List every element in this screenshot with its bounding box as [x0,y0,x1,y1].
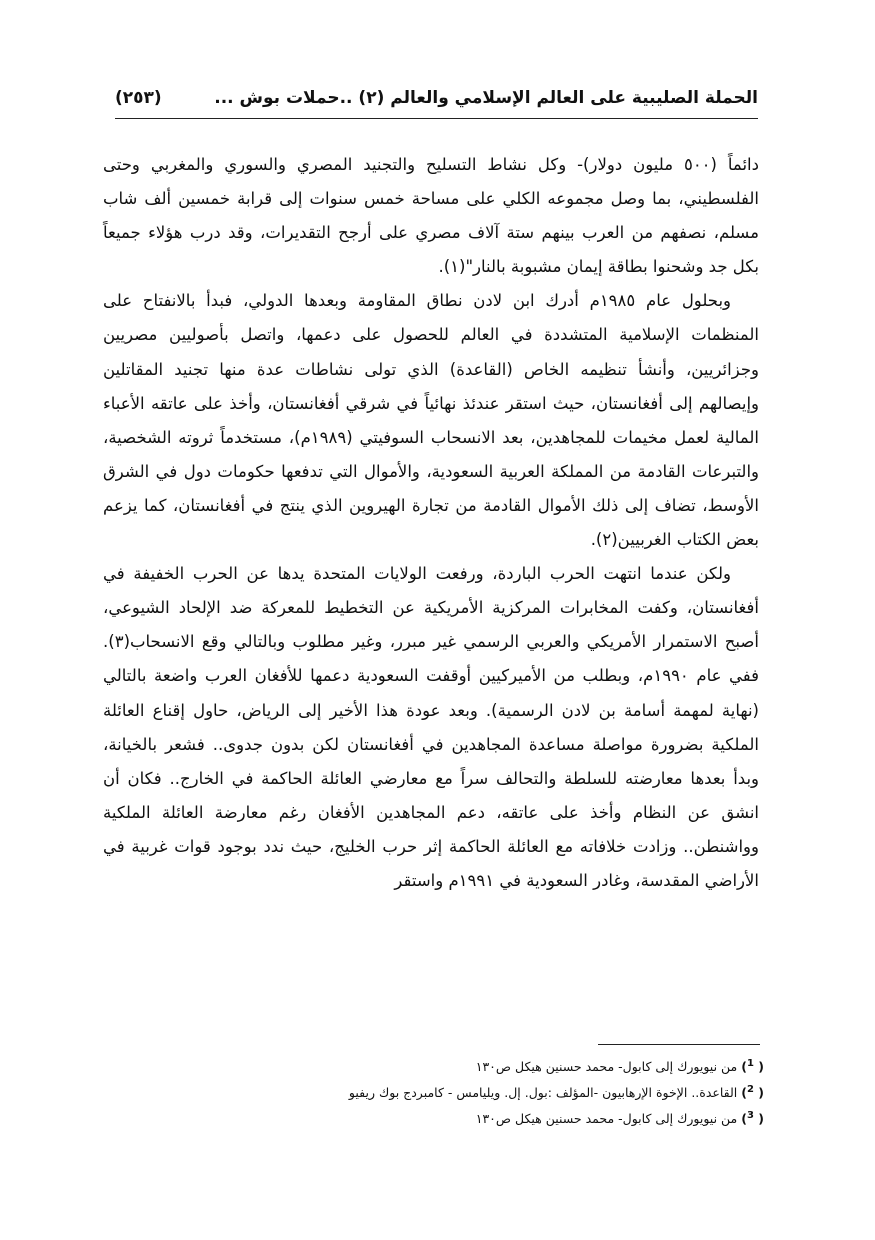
footnote-divider [598,1044,760,1045]
footnote-marker: ( $^2$) [741,1084,764,1101]
footnote-marker: ( $^1$) [741,1058,764,1075]
running-header [115,88,758,119]
footnote-text: من نيويورك إلى كابول- محمد حسنين هيكل ص١٣٠ [475,1111,738,1127]
footnote [200,1052,764,1078]
footnote-marker: ( $^3$) [741,1110,764,1127]
page-number: (٢٥٣) [115,88,162,108]
footnote [200,1104,764,1130]
footnote-text: من نيويورك إلى كابول- محمد حسنين هيكل ص١٣٠ [475,1059,738,1075]
paragraph: وبحلول عام ١٩٨٥م أدرك ابن لادن نطاق المقاومة وبعدها الدولي، فبدأ بالانفتاح على المنظمات الإسلامية المتشددة في العالم للحصول على دعمها، واتصل بأصوليين مصريين وجزائريين، وأنشأ تنظيمه الخاص (القاعدة) الذي تولى نشاطات عدة منها تجنيد المقاتلين وإيصالهم إلى أفغانستان، حيث استقر عندئذ نهائياً في شرقي أفغانستان، وأخذ على عاتقه الأعباء المالية لعمل مخيمات للمجاهدين، بعد الانسحاب السوفيتي (١٩٨٩م)، مستخدماً ثروته الشخصية، والتبرعات القادمة من المملكة العربية السعودية، والأموال التي تدفعها حكومات دول في الشرق الأوسط، تضاف إلى ذلك الأموال القادمة من تجارة الهيروين الذي ينتج في أفغانستان، كما يزعم بعض الكتاب الغربيين(٢). [103,291,759,550]
header-title: الحملة الصليبية على العالم الإسلامي والعالم (٢) ..حملات بوش ... [214,88,758,108]
footnote-text: القاعدة.. الإخوة الإرهابيون -المؤلف :بول. إل. ويليامس - كامبردج بوك ريفيو [348,1085,738,1101]
footnote [200,1078,764,1104]
paragraph: ولكن عندما انتهت الحرب الباردة، ورفعت الولايات المتحدة يدها عن الحرب الخفيفة في أفغانستان، وكفت المخابرات المركزية الأمريكية عن التخطيط للمعركة ضد الإلحاد الشيوعي، أصبح الاستمرار الأمريكي والعربي الرسمي غير مبرر، وغير مطلوب وبالتالي وقع الانسحاب(٣). ففي عام ١٩٩٠م، وبطلب من الأميركيين أوقفت السعودية دعمها للأفغان العرب واضعة بالتالي (نهاية لمهمة أسامة بن لادن الرسمية). وبعد عودة هذا الأخير إلى الرياض، حاول إقناع العائلة الملكية بضرورة مواصلة مساعدة المجاهدين في أفغانستان لكن بدون جدوى.. فشعر بالخيانة، وبدأ بعدها معارضته للسلطة والتحالف سراً مع معارضي العائلة الحاكمة في الخارج.. فكان أن انشق عن النظام وأخذ على عاتقه، دعم المجاهدين الأفغان رغم معارضة العائلة الملكية وواشنطن.. وزادت خلافاته مع العائلة الحاكمة إثر حرب الخليج، حيث ندد بوجود قوات غربية في الأراضي المقدسة، وغادر السعودية في ١٩٩١م واستقر [103,564,759,890]
paragraph: دائماً (٥٠٠ مليون دولار)- وكل نشاط التسليح والتجنيد المصري والسوري والمغربي وحتى الفلسطيني، بما وصل مجموعه الكلي على مساحة خمس سنوات إلى قرابة خمسين ألف شاب مسلم، نصفهم من العرب بينهم ستة آلاف مصري على أرجح التقديرات، وقد درب هؤلاء جميعاً بكل جد وشحنوا بطاقة إيمان مشبوبة بالنار"(١). [103,155,759,277]
footnotes [200,1052,764,1130]
body-text [103,148,759,898]
